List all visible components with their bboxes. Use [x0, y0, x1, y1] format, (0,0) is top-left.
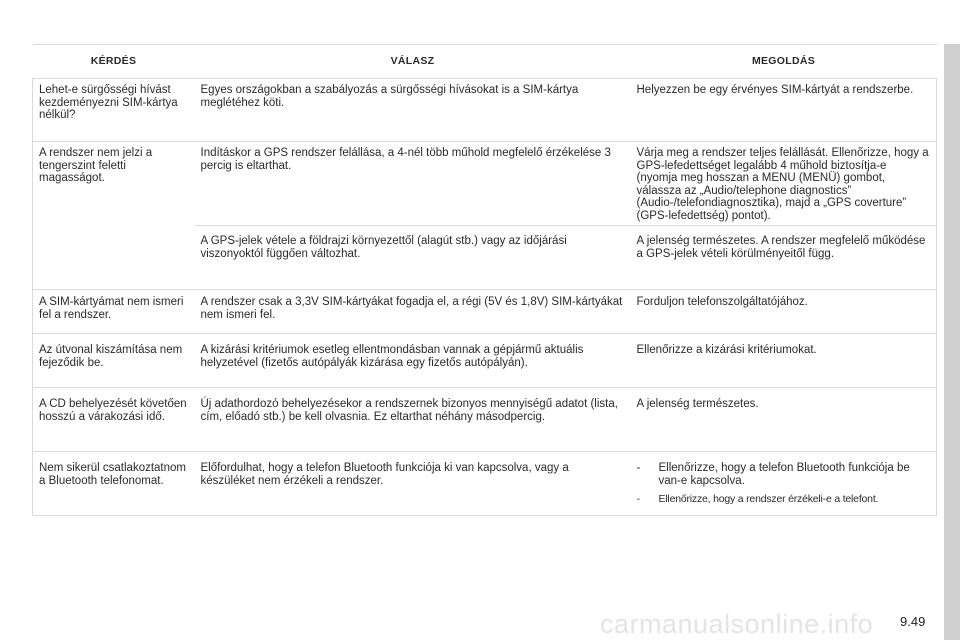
question-cell: Nem sikerül csatlakoztatnom a Bluetooth telefonomat.: [33, 452, 195, 516]
list-item: [637, 462, 931, 487]
answer-cell: A GPS-jelek vétele a földrajzi környezettől (alagút stb.) vagy az időjárási viszonyoktól függően változhat.: [195, 226, 631, 290]
header-answer: VÁLASZ: [195, 45, 631, 79]
table-row: [33, 452, 937, 516]
table-row: [33, 79, 937, 142]
question-cell: A rendszer nem jelzi a tengerszint feletti magasságot.: [33, 142, 195, 290]
table-row: [33, 388, 937, 452]
header-question: KÉRDÉS: [33, 45, 195, 79]
table-row: [33, 334, 937, 388]
table-row: [33, 142, 937, 226]
solution-cell: [631, 452, 937, 516]
header-solution: MEGOLDÁS: [631, 45, 937, 79]
question-cell: Lehet-e sürgősségi hívást kezdeményezni SIM-kártya nélkül?: [33, 79, 195, 142]
troubleshooting-table: [32, 44, 937, 516]
list-item-text: Ellenőrizze, hogy a rendszer érzékeli-e a telefont.: [658, 493, 879, 505]
answer-cell: Egyes országokban a szabályozás a sürgősségi hívásokat is a SIM-kártya meglétéhez köti.: [195, 79, 631, 142]
solution-cell: Helyezzen be egy érvényes SIM-kártyát a rendszerbe.: [631, 79, 937, 142]
answer-cell: Új adathordozó behelyezésekor a rendszernek bizonyos mennyiségű adatot (lista, cím, előadó stb.) be kell olvasnia. Ez eltarthat néhány másodpercig.: [195, 388, 631, 452]
list-dash: -: [636, 462, 641, 474]
solution-cell: Várja meg a rendszer teljes felállását. Ellenőrizze, hogy a GPS-lefedettséget legalább 4 műhold biztosítja-e (nyomja meg hosszan a MENU (MENÜ) gombot, válassza az „Audio/telephone diagnostics” (Audio-/telefondiagnosztika), majd a „GPS coverture” (GPS-lefedettség) pontot).: [631, 142, 937, 226]
answer-cell: Előfordulhat, hogy a telefon Bluetooth funkciója ki van kapcsolva, vagy a készüléket nem érzékeli a rendszer.: [195, 452, 631, 516]
page-number: 9.49: [900, 614, 926, 629]
solution-list: [637, 462, 931, 506]
answer-cell: A kizárási kritériumok esetleg ellentmondásban vannak a gépjármű aktuális helyzetével (fizetős autópályák kizárása egy fizetős autópályán).: [195, 334, 631, 388]
question-cell: Az útvonal kiszámítása nem fejeződik be.: [33, 334, 195, 388]
list-dash: -: [636, 493, 640, 505]
solution-cell: Forduljon telefonszolgáltatójához.: [631, 290, 937, 334]
watermark: carmanualsonline.info: [600, 609, 874, 639]
table-row: [33, 290, 937, 334]
header-row: [33, 45, 937, 79]
solution-cell: A jelenség természetes.: [631, 388, 937, 452]
question-cell: A CD behelyezését követően hosszú a várakozási idő.: [33, 388, 195, 452]
side-bar: [944, 44, 960, 640]
answer-cell: Indításkor a GPS rendszer felállása, a 4-nél több műhold megfelelő érzékelése 3 percig is eltarthat.: [200, 147, 611, 172]
list-item-text: Ellenőrizze, hogy a telefon Bluetooth funkciója be van-e kapcsolva.: [658, 462, 910, 487]
answer-cell: A rendszer csak a 3,3V SIM-kártyákat fogadja el, a régi (5V és 1,8V) SIM-kártyákat nem ismeri fel.: [195, 290, 631, 334]
question-cell: A SIM-kártyámat nem ismeri fel a rendszer.: [33, 290, 195, 334]
solution-cell: A jelenség természetes. A rendszer megfelelő működése a GPS-jelek vételi körülményeitől függ.: [631, 226, 937, 290]
list-item: [637, 493, 931, 506]
solution-cell: Ellenőrizze a kizárási kritériumokat.: [631, 334, 937, 388]
